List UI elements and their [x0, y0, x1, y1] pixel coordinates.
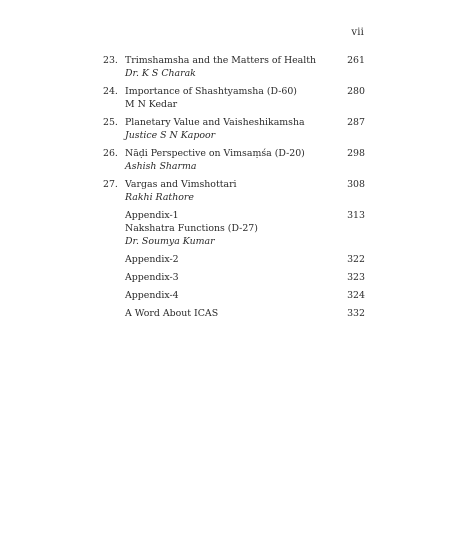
entry-title: Appendix-4: [125, 290, 179, 301]
entry-author: Dr. K S Charak: [125, 68, 196, 79]
entry-page: 280: [347, 86, 365, 97]
entry-title: Appendix-1: [125, 210, 179, 221]
toc-entry: [103, 85, 365, 111]
entry-title: Appendix-2: [125, 254, 179, 265]
table-of-contents: [103, 54, 365, 324]
entry-page: 323: [347, 272, 365, 283]
entry-author: Justice S N Kapoor: [125, 130, 216, 141]
toc-entry: [103, 116, 365, 142]
entry-page: 308: [347, 179, 365, 190]
toc-entry: [103, 147, 365, 173]
entry-title: Importance of Shashtyamsha (D-60): [125, 86, 297, 97]
entry-page: 324: [347, 290, 365, 301]
toc-entry: [103, 178, 365, 204]
entry-page: 332: [347, 308, 365, 319]
entry-page: 287: [347, 117, 365, 128]
entry-page: 261: [347, 55, 365, 66]
toc-entry: [103, 307, 365, 320]
entry-title: Planetary Value and Vaisheshikamsha: [125, 117, 305, 128]
entry-subtitle: Nakshatra Functions (D-27): [125, 223, 258, 234]
page-number: vii: [351, 27, 364, 38]
entry-number: 27.: [103, 179, 118, 190]
entry-title: Nāḍi Perspective on Vimsaṃśa (D-20): [125, 148, 305, 159]
toc-entry: [103, 253, 365, 266]
entry-page: 322: [347, 254, 365, 265]
entry-author: Rakhi Rathore: [125, 192, 194, 203]
toc-entry: [103, 271, 365, 284]
entry-page: 313: [347, 210, 365, 221]
toc-entry: [103, 209, 365, 248]
entry-title: Vargas and Vimshottari: [125, 179, 237, 190]
entry-page: 298: [347, 148, 365, 159]
entry-title: Appendix-3: [125, 272, 179, 283]
entry-number: 26.: [103, 148, 118, 159]
entry-number: 23.: [103, 55, 118, 66]
entry-title: A Word About ICAS: [125, 308, 219, 319]
entry-number: 24.: [103, 86, 118, 97]
entry-number: 25.: [103, 117, 118, 128]
toc-entry: [103, 289, 365, 302]
entry-author: Dr. Soumya Kumar: [125, 236, 215, 247]
entry-author: M N Kedar: [125, 99, 178, 110]
entry-title: Trimshamsha and the Matters of Health: [125, 55, 317, 66]
toc-entry: [103, 54, 365, 80]
entry-author: Ashish Sharma: [125, 161, 197, 172]
